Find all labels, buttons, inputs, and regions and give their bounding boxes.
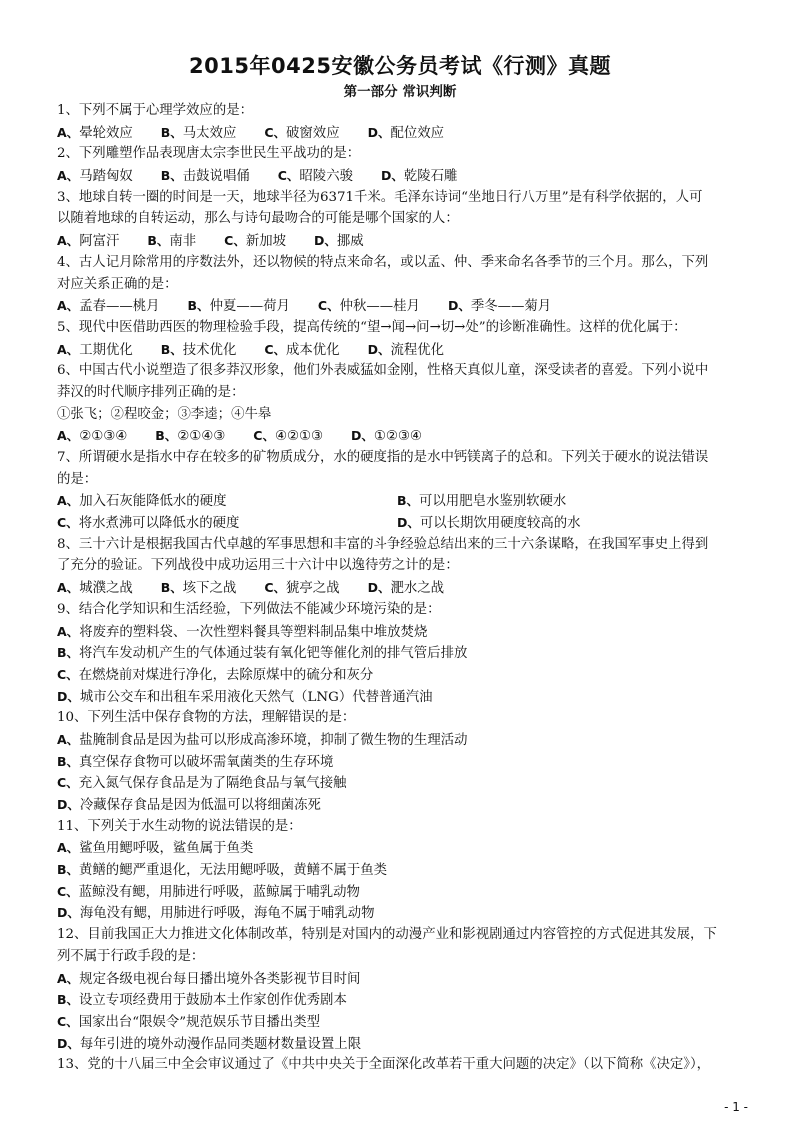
option-b: B、设立专项经费用于鼓励本土作家创作优秀剧本 bbox=[57, 992, 347, 1009]
option-a: A、盐腌制食品是因为盐可以形成高渗环境，抑制了微生物的生理活动 bbox=[57, 731, 468, 748]
question-stem-cont: 对应关系正确的是： bbox=[57, 276, 178, 292]
question-stem: 6、中国古代小说塑造了很多莽汉形象，他们外表威猛如金刚，性格天真似儿童，深受读者的喜爱。下列小说中 bbox=[57, 363, 709, 379]
option-row bbox=[57, 165, 747, 187]
option-c: C、破窗效应 bbox=[264, 124, 340, 141]
option-b: B、马太效应 bbox=[160, 124, 237, 141]
option-c: C、国家出台“限娱令”规范娱乐节目播出类型 bbox=[57, 1013, 321, 1030]
option-b: B、垓下之战 bbox=[160, 580, 237, 597]
option-c: C、在燃烧前对煤进行净化，去除原煤中的硫分和灰分 bbox=[57, 666, 374, 683]
option-row bbox=[57, 425, 747, 447]
option-c: C、④②①③ bbox=[253, 428, 323, 445]
question-list bbox=[57, 100, 747, 1076]
question-stem: 4、古人记月除常用的序数法外，还以物候的特点来命名，或以孟、仲、季来命名各季节的三个月。那么，下列 bbox=[57, 254, 709, 270]
option-d: D、季冬——菊月 bbox=[447, 298, 552, 315]
question-stem: 12、目前我国正大力推进文化体制改革，特别是对国内的动漫产业和影视剧通过内容管控的方式促进其发展，下 bbox=[57, 927, 717, 943]
option-a: A、规定各级电视台每日播出境外各类影视节目时间 bbox=[57, 970, 361, 987]
question-stem-cont: 的是： bbox=[57, 471, 98, 487]
option-b: B、②①④③ bbox=[155, 428, 226, 445]
question-stem-cont: 以随着地球的自转运动，那么与诗句最吻合的可能是哪个国家的人： bbox=[57, 211, 459, 227]
option-a: A、加入石灰能降低水的硬度 bbox=[57, 493, 227, 510]
option-b: B、真空保存食物可以破坏需氧菌类的生存环境 bbox=[57, 753, 334, 770]
option-row bbox=[57, 295, 747, 317]
option-b: B、可以用肥皂水鉴别软硬水 bbox=[397, 493, 567, 510]
question-stem-cont: 列不属于行政手段的是： bbox=[57, 948, 205, 964]
option-d: D、乾陵石雕 bbox=[380, 168, 458, 185]
question-stem: 2、下列雕塑作品表现唐太宗李世民生平战功的是： bbox=[57, 146, 361, 162]
question-stem: 9、结合化学知识和生活经验，下列做法不能减少环境污染的是： bbox=[57, 601, 441, 617]
option-c: C、将水煮沸可以降低水的硬度 bbox=[57, 515, 240, 532]
question-stem: 3、地球自转一圈的时间是一天，地球半径为6371千米。毛泽东诗词“坐地日行八万里”是有科学依据的，人可 bbox=[57, 189, 703, 205]
option-b: B、仲夏——荷月 bbox=[187, 298, 290, 315]
question-stem: 11、下列关于水生动物的说法错误的是： bbox=[57, 818, 302, 834]
option-c: C、蓝鲸没有鳃，用肺进行呼吸，蓝鲸属于哺乳动物 bbox=[57, 883, 360, 900]
option-a: A、城濮之战 bbox=[57, 580, 133, 597]
option-c: C、成本优化 bbox=[264, 341, 340, 358]
option-row bbox=[57, 230, 747, 252]
option-d: D、①②③④ bbox=[351, 428, 422, 445]
option-c: C、充入氮气保存食品是为了隔绝食品与氧气接触 bbox=[57, 775, 347, 792]
option-d: D、每年引进的境外动漫作品同类题材数量设置上限 bbox=[57, 1035, 362, 1052]
question-stem-cont: 了充分的验证。下列战役中成功运用三十六计中以逸待劳之计的是： bbox=[57, 558, 459, 574]
question-stem: 13、党的十八届三中全会审议通过了《中共中央关于全面深化改革若干重大问题的决定》（以下简称《决定》）， bbox=[57, 1057, 711, 1073]
option-grid bbox=[57, 490, 747, 533]
option-b: B、黄鳝的鳃严重退化，无法用鳃呼吸，黄鳝不属于鱼类 bbox=[57, 862, 388, 879]
option-d: D、冷藏保存食品是因为低温可以将细菌冻死 bbox=[57, 797, 321, 813]
option-d: D、城市公交车和出租车采用液化天然气（LNG）代替普通汽油 bbox=[57, 688, 433, 705]
question-stem: 5、现代中医借助西医的物理检验手段，提高传统的“望→闻→问→切→处”的诊断准确性。这样的优化属于： bbox=[57, 319, 687, 335]
question-stem-items: ①张飞；②程咬金；③李逵；④牛皋 bbox=[57, 406, 272, 422]
option-c: C、猇亭之战 bbox=[264, 580, 340, 597]
page-title: 2015年0425安徽公务员考试《行测》真题 bbox=[189, 54, 611, 78]
option-a: A、工期优化 bbox=[57, 341, 133, 358]
option-row bbox=[57, 122, 747, 144]
question-stem: 8、三十六计是根据我国古代卓越的军事思想和丰富的斗争经验总结出来的三十六条谋略，在我国军事史上得到 bbox=[57, 536, 709, 552]
option-d: D、可以长期饮用硬度较高的水 bbox=[397, 515, 581, 532]
option-a: A、将废弃的塑料袋、一次性塑料餐具等塑料制品集中堆放焚烧 bbox=[57, 623, 428, 640]
section-heading: 第一部分 常识判断 bbox=[343, 84, 457, 100]
option-d: D、淝水之战 bbox=[367, 580, 445, 597]
question-stem: 7、所谓硬水是指水中存在较多的矿物质成分，水的硬度指的是水中钙镁离子的总和。下列关于硬水的说法错误 bbox=[57, 450, 709, 465]
option-b: B、将汽车发动机产生的气体通过装有氧化钯等催化剂的排气管后排放 bbox=[57, 645, 468, 662]
option-row bbox=[57, 339, 747, 361]
option-row bbox=[57, 577, 747, 599]
option-c: C、昭陵六骏 bbox=[277, 168, 353, 185]
question-stem: 1、下列不属于心理学效应的是： bbox=[57, 103, 253, 118]
option-d: D、海龟没有鳃，用肺进行呼吸，海龟不属于哺乳动物 bbox=[57, 905, 375, 922]
option-a: A、②①③④ bbox=[57, 428, 128, 445]
option-b: B、南非 bbox=[147, 233, 197, 250]
option-b: B、技术优化 bbox=[160, 341, 237, 358]
question-stem: 10、下列生活中保存食物的方法，理解错误的是： bbox=[57, 710, 356, 726]
option-a: A、鲨鱼用鳃呼吸，鲨鱼属于鱼类 bbox=[57, 840, 254, 857]
option-a: A、晕轮效应 bbox=[57, 124, 133, 141]
question-stem-cont: 莽汉的时代顺序排列正确的是： bbox=[57, 384, 245, 400]
option-b: B、击鼓说唱俑 bbox=[160, 168, 250, 185]
option-d: D、流程优化 bbox=[367, 341, 445, 358]
page-number: - 1 - bbox=[724, 1100, 748, 1114]
option-a: A、孟春——桃月 bbox=[57, 298, 160, 315]
option-a: A、马踏匈奴 bbox=[57, 168, 133, 185]
option-d: D、配位效应 bbox=[367, 124, 445, 141]
option-c: C、仲秋——桂月 bbox=[317, 298, 420, 315]
option-d: D、挪威 bbox=[314, 233, 364, 250]
option-c: C、新加坡 bbox=[224, 233, 287, 250]
option-a: A、阿富汗 bbox=[57, 233, 120, 250]
